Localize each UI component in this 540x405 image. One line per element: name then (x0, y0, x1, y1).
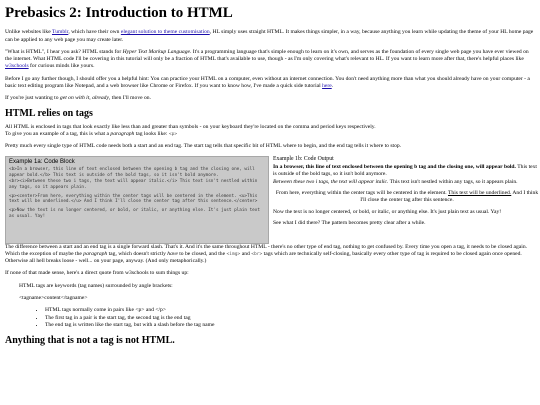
output-paragraph (273, 164, 540, 186)
output-text: This text is outside of the bold tags, so it isn't bold anymore. (273, 164, 537, 178)
intro-paragraph-1 (5, 29, 535, 44)
theme-customisation-link[interactable]: elegant solution to theme customisation (120, 29, 210, 36)
output-text: From here, everything within the center tags will be centered in the element. (275, 190, 449, 196)
code-block (5, 156, 269, 244)
intro-paragraph-4 (5, 95, 535, 102)
explanation-paragraph (5, 244, 535, 266)
intro-text: If you're just wanting to (5, 95, 60, 102)
body-text: to be closed, and the (177, 250, 227, 257)
intro-paragraph-2 (5, 49, 535, 71)
plain-paragraph: Now the text is no longer centered, or bold, or italic, or anything else. It's just plain text as usual. Yay! (273, 208, 502, 215)
quote-list (19, 307, 535, 329)
tumblr-link[interactable]: Tumblr (51, 29, 69, 36)
list-item: • HTML tags normally come in pairs like <p> and </p> (45, 307, 535, 314)
list-item: • The end tag is written like the start tag, but with a slash before the tag name (45, 322, 535, 329)
code-block-content (9, 167, 265, 219)
section-heading-not-html: Anything that is not a tag is not HTML. (5, 335, 175, 347)
inline-code: <p> (168, 132, 178, 138)
italic-text: Between these two i tags, the text will appear italic. (273, 178, 389, 185)
underlined-text: This text will be underlined. (448, 190, 512, 196)
body-text: To give you an example of a tag, this is what a (5, 131, 111, 138)
emphasis-text: Hyper Text Markup Language (122, 48, 190, 55)
w3schools-quote (19, 283, 535, 329)
body-text: and (240, 250, 252, 257)
quote-text: HTML tags are keywords (tag names) surrounded by angle brackets: (19, 282, 173, 289)
quote-intro: If none of that made sense, here's a direct quote from w3schools to sum things up: (5, 270, 189, 277)
intro-text: for curious minds like yours. (28, 63, 95, 70)
example-section (5, 155, 539, 244)
code-text: <b>In a browser, this line of text enclosed between the opening b tag and the closing one, will appear bold.</b> This text is outside of the bold tags, so it isn't bold anymore. (9, 167, 255, 179)
code-output (273, 156, 540, 231)
tags-paragraph-2: Pretty much every single type of HTML code needs both a start and an end tag. The start tag tells that specific bit of HTML where to begin, and the end tag tells it where to stop. (5, 143, 402, 150)
emphasis-text: paragraph (83, 250, 108, 257)
emphasis-text: paragraph (110, 131, 135, 138)
page-title: Prebasics 2: Introduction to HTML (5, 5, 233, 21)
output-text: And I think I'll close the center tag after this sentence. (360, 190, 539, 204)
centered-paragraph (273, 190, 540, 205)
body-text: tag, which doesn't strictly (107, 250, 168, 257)
bold-text: In a browser, this line of text enclosed between the opening b tag and the closing one, will appear bold. (273, 164, 516, 171)
body-text: All HTML is enclosed in tags that look exactly like less than and greater than symbols - on your keyboard they're located on the comma and period keys respectively. (5, 123, 376, 130)
code-line: <p><center>From here, everything within the center tags will be centered in the element. <u>This text will be underlined.</u> And I think I'll close the center tag after this sentence.</center> (9, 193, 258, 205)
intro-text: "What is HTML", I hear you ask? HTML stands for (5, 48, 123, 55)
section-heading-tags: HTML relies on tags (5, 108, 93, 120)
intro-text: . It's a programming language that's simple enough to learn on it's own, and serves as the foundation of every single web page you have ever viewed on the internet. What HTML code I'll be covering in this tutorial will only be a fraction of HTML that's available to use, though - as I'm only covering what's relevant to HL. If you want to learn more after that, there's helpful places like (5, 48, 529, 63)
w3schools-link[interactable]: w3schools (5, 63, 29, 70)
body-text: tags which are technically self-closing, basically every other type of tag is required to be closed again once opened. Otherwise all hell breaks loose - well... on your page, anyway. (And only metaphorically.) (5, 250, 522, 265)
quote-syntax: <tagname>content</tagname> (19, 295, 88, 301)
inline-code: <img> (226, 251, 241, 257)
body-text: The difference between a start and an end tag is a single forward slash. That's it. And it's the same throughout HTML - there's no other type of end tag, nothing to get confused by. Every time you open a tag, it needs to be closed again. Which the exception of maybe the (5, 243, 528, 257)
body-text: tag looks like: (134, 131, 169, 138)
code-line: <p>Now the text is no longer centered, or bold, or italic, or anything else. It's just plain text as usual. Yay! (9, 208, 260, 220)
intro-text: Unlike websites like (5, 29, 52, 36)
inline-code: <br> (251, 251, 263, 257)
intro-paragraph-3 (5, 76, 535, 91)
emphasis-text: get on with it, already (59, 95, 109, 102)
intro-text: , which have their own (68, 29, 121, 36)
code-line (9, 167, 265, 190)
output-text: This text isn't nestled within any tags, so it appears plain. (388, 178, 518, 185)
tags-paragraph-1 (5, 124, 535, 139)
intro-text: . (331, 82, 334, 89)
pattern-text: See what I did there? The pattern becomes pretty clear after a while. (273, 219, 426, 226)
code-block-title: Example 1a: Code Block (9, 158, 75, 165)
side-tutorial-link[interactable]: here (322, 82, 332, 89)
intro-text: , HL simply uses straight HTML. It makes things simpler, in a way, because anything you learn while updating the theme of your HL home page can be applied to any web page you may create later. (5, 29, 534, 43)
intro-text: Before I go any further though, I should offer you a helpful hint: You can practice your HTML on a computer, even without an internet connection. You don't need anything more than what you should already have on your computer - a basic text editing program like Notepad, and a web browser like Chrome or Firefox. If you want to know how, I've made a quick side tutorial (5, 75, 530, 89)
emphasis-text: have (167, 250, 178, 257)
intro-text: , then I'll move on. (108, 95, 151, 102)
code-text: <br><i>Between these two i tags, the text will appear italic.</i> This text isn't nestled within any tags, so it appears plain. (9, 179, 258, 190)
list-item: • The first tag in a pair is the start tag, the second tag is the end tag (45, 315, 535, 322)
code-output-title: Example 1b: Code Output (273, 155, 334, 162)
